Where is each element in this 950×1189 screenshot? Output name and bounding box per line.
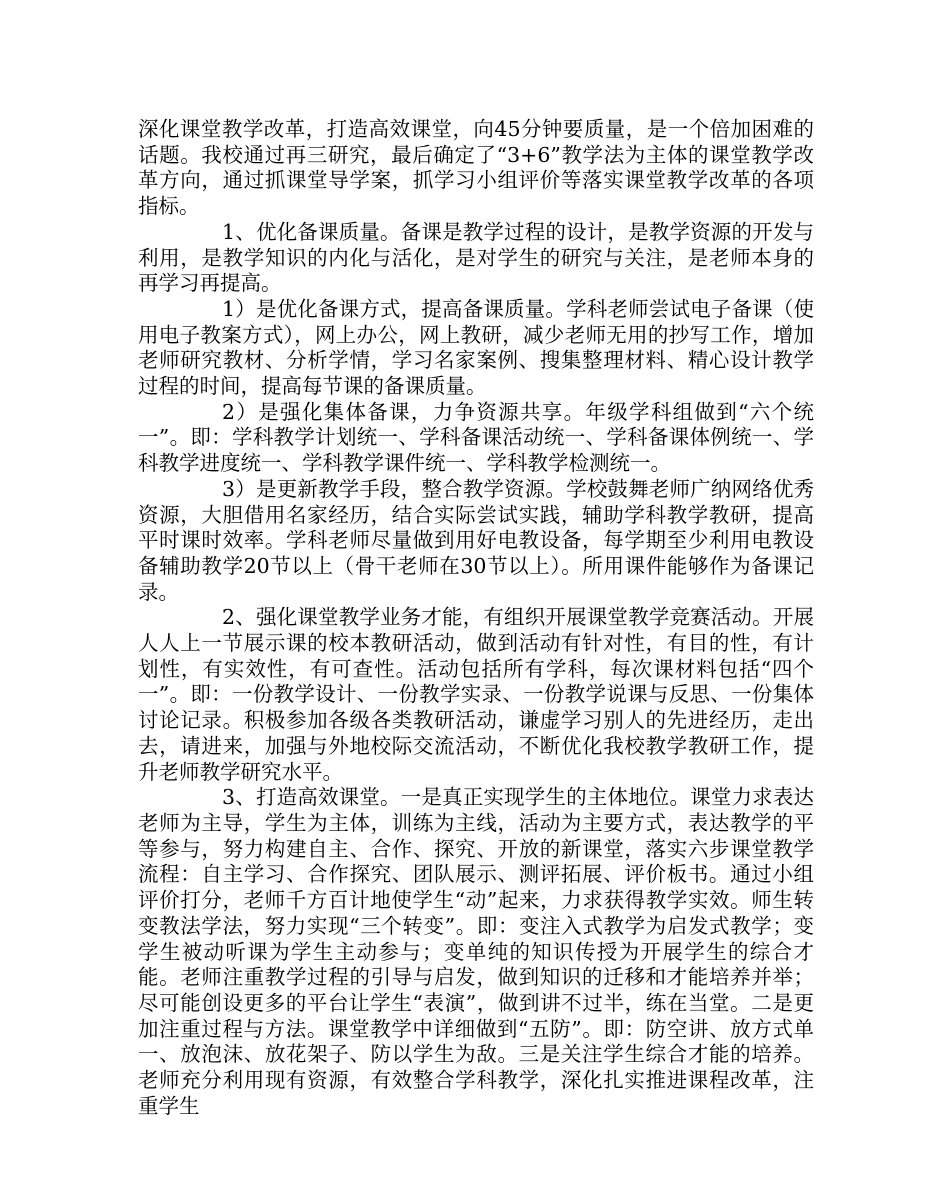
- paragraph-section-1-item-3: 3）是更新教学手段，整合教学资源。学校鼓舞老师广纳网络优秀资源，大胆借用名家经历，结合实际尝试实践，辅助学科教学教研，提高平时课时效率。学科老师尽量做到用好电教设备，每学期至少利用电教设备辅助教学20节以上（骨干老师在30节以上）。所用课件能够作为备课记录。: [138, 476, 814, 604]
- paragraph-section-3: 3、打造高效课堂。一是真正实现学生的主体地位。课堂力求表达老师为主导，学生为主体，训练为主线，活动为主要方式，表达教学的平等参与，努力构建自主、合作、探究、开放的新课堂，落实六步课堂教学流程：自主学习、合作探究、团队展示、测评拓展、评价板书。通过小组评价打分，老师千方百计地使学生“动”起来，力求获得教学实效。师生转变教法学法，努力实现“三个转变”。即：变注入式教学为启发式教学；变学生被动听课为学生主动参与；变单纯的知识传授为开展学生的综合才能。老师注重教学过程的引导与启发，做到知识的迁移和才能培养并举；尽可能创设更多的平台让学生“表演”，做到讲不过半，练在当堂。二是更加注重过程与方法。课堂教学中详细做到“五防”。即：防空讲、放方式单一、放泡沫、放花架子、防以学生为敌。三是关注学生综合才能的培养。老师充分利用现有资源，有效整合学科教学，深化扎实推进课程改革，注重学生: [138, 785, 814, 1118]
- paragraph-section-2: 2、强化课堂教学业务才能，有组织开展课堂教学竞赛活动。开展人人上一节展示课的校本教研活动，做到活动有针对性，有目的性，有计划性，有实效性，有可查性。活动包括所有学科，每次课材料包括“四个一”。即：一份教学设计、一份教学实录、一份教学说课与反思、一份集体讨论记录。积极参加各级各类教研活动，谦虚学习别人的先进经历，走出去，请进来，加强与外地校际交流活动，不断优化我校教学教研工作，提升老师教学研究水平。: [138, 605, 814, 784]
- paragraph-section-1: 1、优化备课质量。备课是教学过程的设计，是教学资源的开发与利用，是教学知识的内化与活化，是对学生的研究与关注，是老师本身的再学习再提高。: [138, 219, 814, 296]
- paragraph-section-1-item-1: 1）是优化备课方式，提高备课质量。学科老师尝试电子备课（使用电子教案方式），网上办公，网上教研，减少老师无用的抄写工作，增加老师研究教材、分析学情，学习名家案例、搜集整理材料、精心设计教学过程的时间，提高每节课的备课质量。: [138, 296, 814, 399]
- paragraph-section-1-item-2: 2）是强化集体备课，力争资源共享。年级学科组做到“六个统一”。即：学科教学计划统一、学科备课活动统一、学科备课体例统一、学科教学进度统一、学科教学课件统一、学科教学检测统一。: [138, 399, 814, 476]
- paragraph-intro: 深化课堂教学改革，打造高效课堂，向45分钟要质量，是一个倍加困难的话题。我校通过再三研究，最后确定了“3+6”教学法为主体的课堂教学改革方向，通过抓课堂导学案，抓学习小组评价等落实课堂教学改革的各项指标。: [138, 117, 814, 219]
- document-body: [138, 117, 814, 1119]
